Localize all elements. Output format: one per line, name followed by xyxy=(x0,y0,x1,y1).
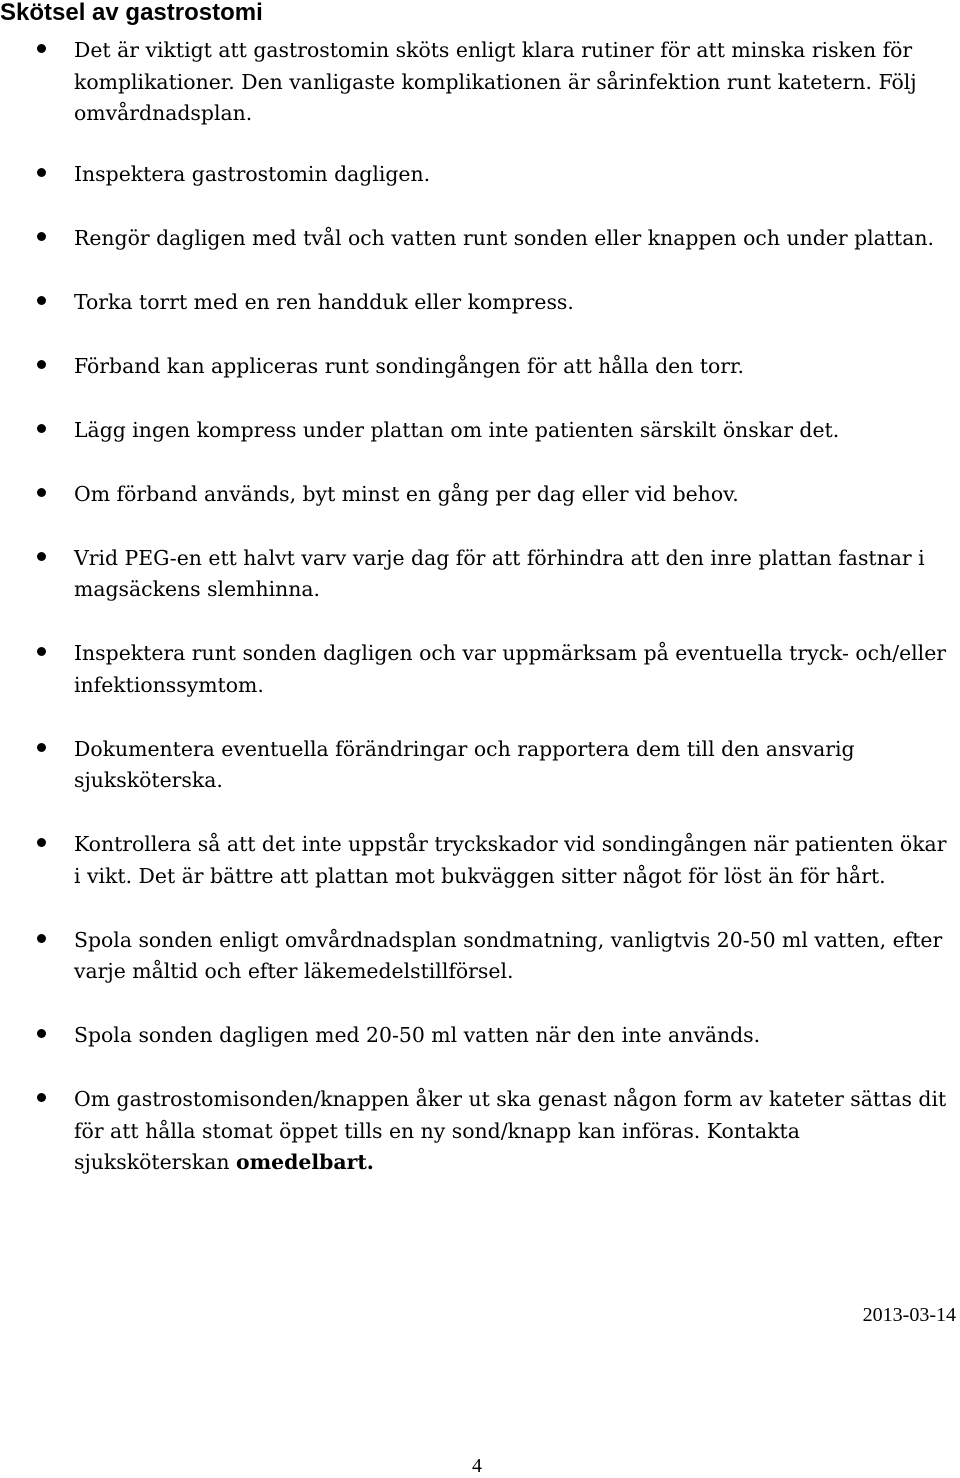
bullet-icon xyxy=(37,743,46,752)
bullet-icon xyxy=(37,232,46,241)
list-item-text: Inspektera runt sonden dagligen och var uppmärksam på eventuella tryck- och/eller infektionssymtom. xyxy=(74,641,947,697)
bullet-icon xyxy=(37,424,46,433)
list-item xyxy=(0,925,960,988)
list-item-text: Lägg ingen kompress under plattan om inte patienten särskilt önskar det. xyxy=(74,417,840,442)
list-item xyxy=(0,159,960,191)
document-heading: Skötsel av gastrostomi xyxy=(0,0,263,26)
list-item xyxy=(0,415,960,447)
list-item xyxy=(0,734,960,797)
bullet-icon xyxy=(37,1029,46,1038)
list-item-text xyxy=(74,1087,946,1174)
list-item-text: Rengör dagligen med tvål och vatten runt sonden eller knappen och under plattan. xyxy=(74,225,934,250)
list-item xyxy=(0,287,960,319)
bullet-icon xyxy=(37,552,46,561)
list-item-text: Inspektera gastrostomin dagligen. xyxy=(74,161,431,186)
bullet-icon xyxy=(37,1093,46,1102)
bullet-icon xyxy=(37,360,46,369)
emphasis-text: omedelbart. xyxy=(235,1150,374,1174)
list-item-text: Spola sonden dagligen med 20-50 ml vatten när den inte används. xyxy=(74,1023,761,1047)
list-item-text: Spola sonden enligt omvårdnadsplan sondmatning, vanligtvis 20-50 ml vatten, efter varje måltid och efter läkemedelstillförsel. xyxy=(74,927,943,983)
list-item xyxy=(0,223,960,255)
list-item-text: Torka torrt med en ren handduk eller kompress. xyxy=(74,289,574,314)
bullet-icon xyxy=(37,647,46,656)
list-item xyxy=(0,638,960,701)
list-item-text: Förband kan appliceras runt sondingången för att hålla den torr. xyxy=(74,353,745,378)
list-item xyxy=(0,829,960,892)
list-item xyxy=(0,543,960,606)
bullet-icon xyxy=(37,168,46,177)
list-item-text: Om förband används, byt minst en gång per dag eller vid behov. xyxy=(74,481,739,506)
list-item xyxy=(0,1020,960,1052)
bullet-icon xyxy=(37,838,46,847)
bullet-icon xyxy=(37,934,46,943)
bullet-icon xyxy=(37,296,46,305)
list-item-text: Vrid PEG-en ett halvt varv varje dag för att förhindra att den inre plattan fastnar i magsäckens slemhinna. xyxy=(74,545,925,601)
list-item-text: Det är viktigt att gastrostomin sköts enligt klara rutiner för att minska risken för komplikationer. Den vanligaste komplikationen är sårinfektion runt katetern. Följ omvårdnadsplan. xyxy=(74,38,917,125)
bullet-icon xyxy=(37,44,46,53)
bullet-icon xyxy=(37,488,46,497)
bullet-list xyxy=(0,35,960,1211)
list-item-text: Kontrollera så att det inte uppstår tryckskador vid sondingången när patienten ökar i vikt. Det är bättre att plattan mot bukväggen sitter något för löst än för hårt. xyxy=(74,832,947,888)
list-item xyxy=(0,479,960,511)
list-item-text: Dokumentera eventuella förändringar och rapportera dem till den ansvarig sjuksköterska. xyxy=(74,736,855,792)
list-item xyxy=(0,35,960,130)
page-number: 4 xyxy=(472,1455,482,1477)
list-item xyxy=(0,351,960,383)
document-date: 2013-03-14 xyxy=(862,1304,956,1326)
last-item-text: Om gastrostomisonden/knappen åker ut ska genast någon form av kateter sättas dit för att hålla stomat öppet tills en ny sond/knapp kan införas. Kontakta sjuksköterskan xyxy=(74,1087,947,1174)
list-item xyxy=(0,1084,960,1179)
